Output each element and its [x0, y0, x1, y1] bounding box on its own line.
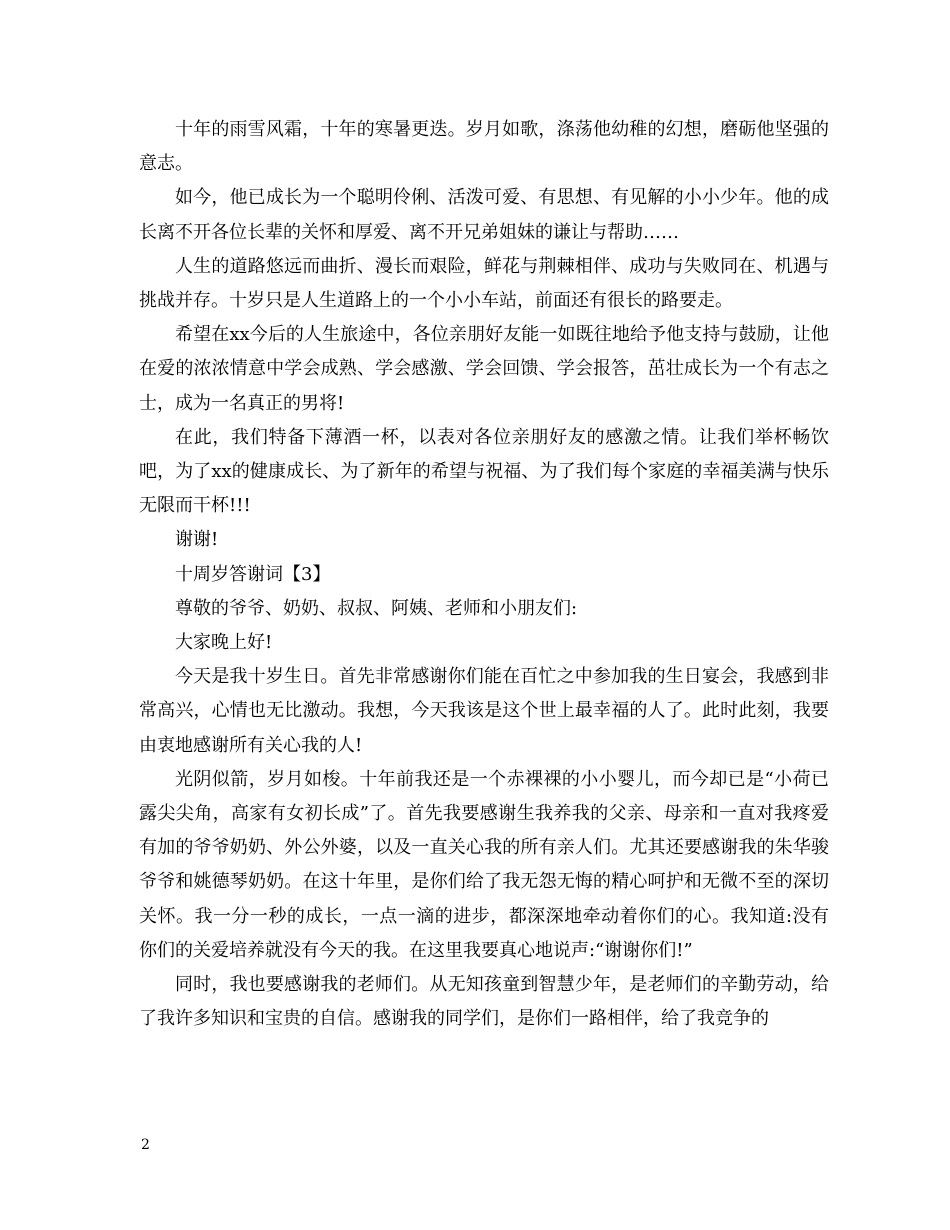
- paragraph: 人生的道路悠远而曲折、漫长而艰险，鲜花与荆棘相伴、成功与失败同在、机遇与挑战并存。十岁只是人生道路上的一个小小车站，前面还有很长的路要走。: [139, 255, 829, 312]
- paragraph: 如今，他已成长为一个聪明伶俐、活泼可爱、有思想、有见解的小小少年。他的成长离不开各位长辈的关怀和厚爱、离不开兄弟姐妹的谦让与帮助……: [139, 187, 829, 243]
- paragraph: 同时，我也要感谢我的老师们。从无知孩童到智慧少年，是老师们的辛勤劳动，给了我许多知识和宝贵的自信。感谢我的同学们，是你们一路相伴，给了我竞争的: [139, 974, 829, 1030]
- page-number: 2: [141, 1137, 150, 1153]
- greeting: 大家晚上好!: [175, 632, 273, 654]
- salutation: 尊敬的爷爷、奶奶、叔叔、阿姨、老师和小朋友们:: [175, 597, 578, 619]
- paragraph: 十年的雨雪风霜，十年的寒暑更迭。岁月如歌，涤荡他幼稚的幻想，磨砺他坚强的意志。: [139, 119, 829, 175]
- paragraph: 今天是我十岁生日。首先非常感谢你们能在百忙之中参加我的生日宴会，我感到非常高兴，心情也无比激动。我想，今天我该是这个世上最幸福的人了。此时此刻，我要由衷地感谢所有关心我的人!: [139, 666, 829, 756]
- paragraph: 在此，我们特备下薄酒一杯，以表对各位亲朋好友的感激之情。让我们举杯畅饮吧，为了xx的健康成长、为了新年的希望与祝福、为了我们每个家庭的幸福美满与快乐无限而干杯!!!: [139, 426, 829, 517]
- paragraph: 谢谢!: [175, 529, 219, 551]
- section-heading: 十周岁答谢词【3】: [175, 563, 331, 585]
- paragraph: 希望在xx今后的人生旅途中，各位亲朋好友能一如既往地给予他支持与鼓励，让他在爱的浓浓情意中学会成熟、学会感激、学会回馈、学会报答，茁壮成长为一个有志之士，成为一名真正的男将!: [139, 324, 829, 414]
- document-body: [139, 113, 829, 1036]
- paragraph: 光阴似箭，岁月如梭。十年前我还是一个赤裸裸的小小婴儿，而今却已是“小荷已露尖尖角，高家有女初长成”了。首先我要感谢生我养我的父亲、母亲和一直对我疼爱有加的爷爷奶奶、外公外婆，以及一直关心我的所有亲人们。尤其还要感谢我的朱华骏爷爷和姚德琴奶奶。在这十年里，是你们给了我无怨无悔的精心呵护和无微不至的深切关怀。我一分一秒的成长，一点一滴的进步，都深深地牵动着你们的心。我知道:没有你们的关爱培养就没有今天的我。在这里我要真心地说声:“谢谢你们!”: [139, 768, 829, 961]
